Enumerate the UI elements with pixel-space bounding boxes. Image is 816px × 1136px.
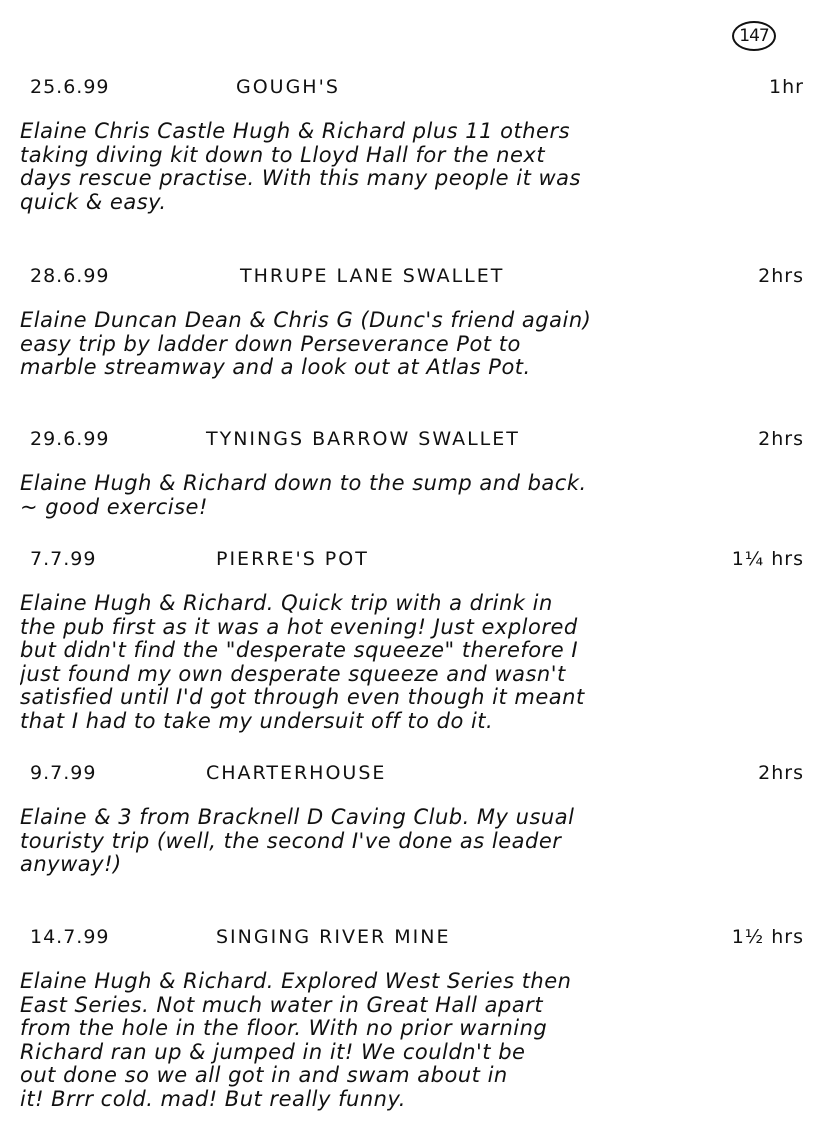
entry-header (20, 762, 810, 794)
entry-line: the pub first as it was a hot evening! Just explored (20, 615, 578, 639)
entry-cave: PIERRE'S POT (216, 548, 369, 570)
entry-header (20, 76, 810, 108)
entry-line: Richard ran up & jumped in it! We couldn't be (20, 1040, 526, 1064)
entry-line: it! Brrr cold. mad! But really funny. (20, 1087, 406, 1111)
entry-text (20, 120, 810, 214)
log-entry (20, 428, 810, 519)
entry-line: but didn't find the "desperate squeeze" therefore I (20, 639, 579, 662)
entry-text (20, 806, 810, 877)
entry-duration: 1½ hrs (731, 926, 804, 948)
entry-header (20, 265, 810, 297)
entry-duration: 2hrs (758, 265, 804, 287)
entry-text (20, 592, 810, 733)
entry-line: just found my own desperate squeeze and wasn't (20, 662, 566, 686)
log-entry (20, 762, 810, 877)
entry-text (20, 472, 810, 519)
entry-line: East Series. Not much water in Great Hall apart (20, 993, 544, 1017)
entry-text (20, 970, 810, 1111)
log-entry (20, 265, 810, 380)
entry-line: marble streamway and a look out at Atlas Pot. (20, 356, 531, 379)
entry-line: that I had to take my undersuit off to do it. (20, 709, 494, 733)
entry-cave: CHARTERHOUSE (206, 762, 387, 784)
entry-cave: GOUGH'S (236, 76, 340, 98)
entry-cave: TYNINGS BARROW SWALLET (206, 428, 520, 450)
entry-cave: SINGING RIVER MINE (216, 926, 451, 948)
entry-line: Elaine Duncan Dean & Chris G (Dunc's friend again) (20, 309, 592, 332)
entry-date: 28.6.99 (30, 265, 110, 287)
entry-duration: 1hr (769, 76, 804, 98)
entry-duration: 1¼ hrs (731, 548, 804, 570)
log-entry (20, 926, 810, 1111)
entry-duration: 2hrs (758, 762, 804, 784)
entry-line: Elaine Hugh & Richard down to the sump and back. (20, 472, 587, 495)
log-entry (20, 76, 810, 214)
entry-header (20, 926, 810, 958)
entry-line: Elaine Hugh & Richard. Quick trip with a drink in (20, 592, 553, 615)
entry-line: taking diving kit down to Lloyd Hall for the next (20, 143, 546, 167)
entry-line: Elaine Chris Castle Hugh & Richard plus 11 others (20, 120, 571, 143)
entry-line: anyway!) (20, 853, 122, 876)
entry-date: 14.7.99 (30, 926, 110, 948)
entry-line: days rescue practise. With this many people it was (20, 167, 581, 190)
entry-date: 7.7.99 (30, 548, 97, 570)
entry-date: 9.7.99 (30, 762, 97, 784)
entry-date: 25.6.99 (30, 76, 110, 98)
entry-line: easy trip by ladder down Perseverance Pot to (20, 332, 521, 356)
entry-header (20, 428, 810, 460)
entry-header (20, 548, 810, 580)
entry-line: satisfied until I'd got through even though it meant (20, 686, 585, 709)
log-entry (20, 548, 810, 733)
entry-date: 29.6.99 (30, 428, 110, 450)
page-number: 147 (732, 21, 776, 51)
entry-text (20, 309, 810, 380)
entry-duration: 2hrs (758, 428, 804, 450)
entry-line: from the hole in the floor. With no prior warning (20, 1017, 548, 1040)
entry-line: touristy trip (well, the second I've done as leader (20, 829, 562, 853)
entry-line: out done so we all got in and swam about in (20, 1064, 508, 1087)
entry-line: quick & easy. (20, 190, 167, 214)
entry-line: ~ good exercise! (20, 495, 208, 519)
entry-cave: THRUPE LANE SWALLET (240, 265, 505, 287)
entry-line: Elaine & 3 from Bracknell D Caving Club. My usual (20, 806, 575, 829)
entry-line: Elaine Hugh & Richard. Explored West Series then (20, 970, 572, 993)
